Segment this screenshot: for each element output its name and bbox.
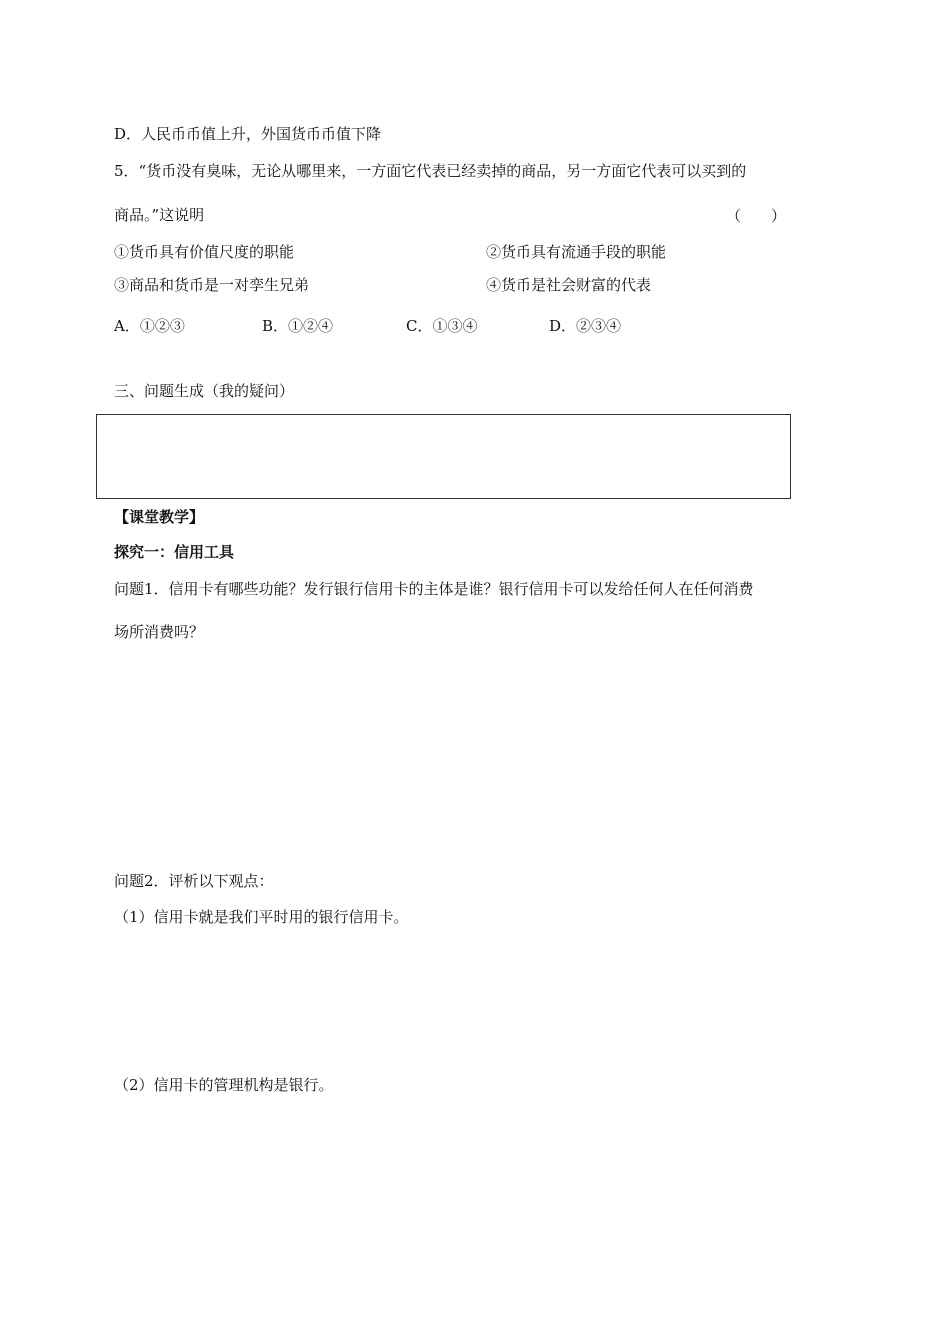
statement-2: ②货币具有流通手段的职能 [486,243,667,261]
question2-title: 问题2．评析以下观点： [114,872,274,890]
inquiry1-title: 探究一：信用工具 [114,543,235,561]
question1-line1: 问题1．信用卡有哪些功能？发行银行信用卡的主体是谁？银行信用卡可以发给任何人在任何消费 [114,580,754,598]
choice-a: A．①②③ [114,317,185,335]
statement-4: ④货币是社会财富的代表 [486,276,652,294]
choice-b: B．①②④ [262,317,334,335]
question1-line2: 场所消费吗？ [114,623,205,641]
choice-c: C．①③④ [406,317,478,335]
answer-parentheses: （ ） [726,207,787,225]
q5-stem-line1: 5．“货币没有臭味，无论从哪里来，一方面它代表已经卖掉的商品，另一方面它代表可以买到的 [114,162,747,180]
statement-1: ①货币具有价值尺度的职能 [114,243,295,261]
choice-d: D．②③④ [549,317,622,335]
q5-stem-line2: 商品。”这说明 [114,206,205,224]
question2-item-2: （2）信用卡的管理机构是银行。 [114,1076,334,1094]
question-answer-box[interactable] [96,414,791,499]
question2-item-1: （1）信用卡就是我们平时用的银行信用卡。 [114,908,409,926]
q4-option-d: D．人民币币值上升，外国货币币值下降 [114,125,382,143]
statement-3: ③商品和货币是一对孪生兄弟 [114,276,310,294]
section3-title: 三、问题生成（我的疑问） [114,382,295,400]
classroom-title: 【课堂教学】 [114,508,205,526]
